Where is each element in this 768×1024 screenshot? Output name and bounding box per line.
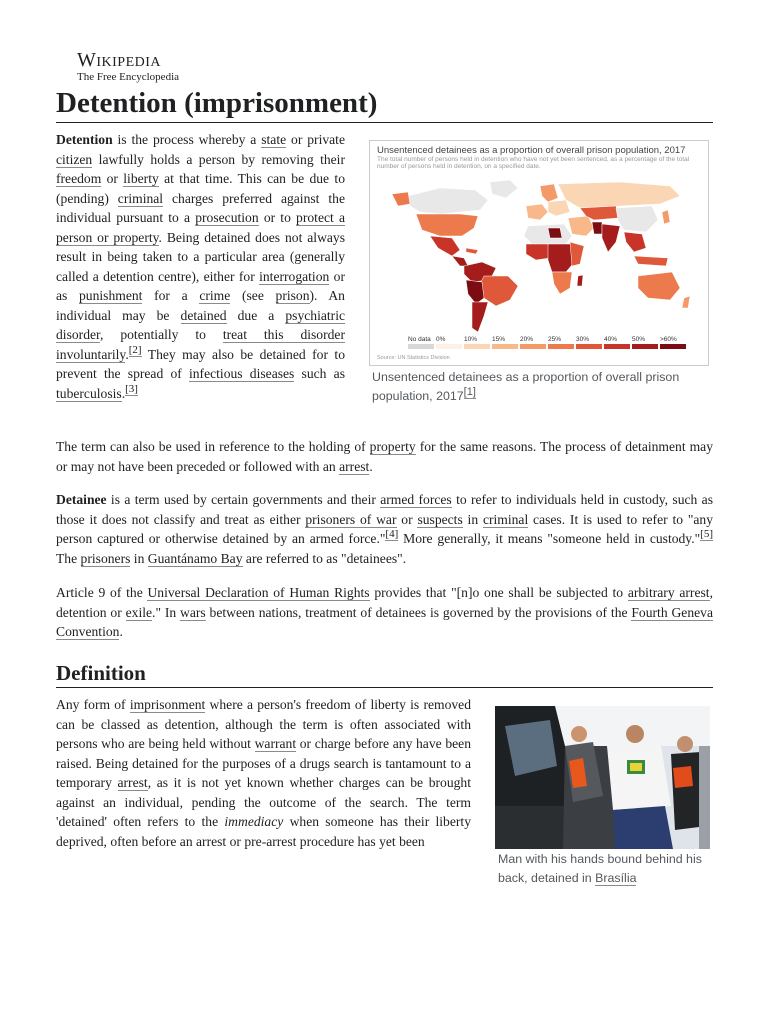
text: ." In — [152, 604, 181, 620]
region-brazil — [480, 276, 518, 306]
region-scandinavia — [540, 184, 558, 202]
text: to refer to individuals held in custody, such as those it does not classify and treat as either — [56, 492, 713, 527]
link-fourth-geneva-convention[interactable]: Fourth Geneva Convention — [56, 604, 713, 639]
text: or private — [286, 132, 345, 147]
text: , detention or — [56, 585, 713, 620]
text: cases. It is used to refer to "any person captured or otherwise detained by an armed force." — [56, 511, 713, 546]
region-east-africa — [570, 242, 584, 266]
photo-illustration — [495, 706, 710, 849]
link-citizen[interactable]: citizen — [56, 151, 93, 167]
paragraph-property — [56, 437, 713, 476]
link-property[interactable]: property — [369, 439, 416, 454]
link-prisoners-of-war[interactable]: prisoners of war — [305, 511, 397, 527]
legend-label: 20% — [520, 336, 534, 343]
link-infectious-diseases[interactable]: infectious diseases — [188, 366, 295, 381]
text: between nations, treatment of detainees is governed by the provisions of the — [205, 604, 632, 620]
text: due a — [226, 307, 286, 323]
legend-label: 10% — [464, 336, 478, 343]
region-libya — [548, 228, 562, 238]
photo-caption — [498, 850, 712, 888]
legend-swatch — [520, 344, 546, 349]
legend-label: No data — [408, 336, 431, 343]
text: or as — [56, 268, 345, 303]
region-pakistan — [592, 222, 602, 234]
link-interrogation[interactable]: interrogation — [259, 268, 330, 284]
legend-swatch — [604, 344, 630, 349]
legend-swatch — [632, 344, 658, 349]
link-punishment[interactable]: punishment — [79, 288, 143, 303]
paragraph-definition — [56, 695, 471, 851]
caption-text: Unsentenced detainees as a proportion of overall prison population, 2017 — [372, 370, 680, 403]
legend-swatch — [576, 344, 602, 349]
text: . — [125, 346, 129, 362]
page-title: Detention (imprisonment) — [56, 85, 713, 123]
map-subtitle: The total number of persons held in detention who have not yet been sentenced, as a percentage of the total number of persons held in detention, on a specified date. — [377, 156, 690, 170]
map-caption — [372, 368, 712, 406]
text: is the process whereby a — [112, 132, 262, 147]
legend-swatch — [436, 344, 462, 349]
link-state[interactable]: state — [261, 132, 287, 147]
legend-label: 30% — [576, 336, 590, 343]
link-armed-forces[interactable]: armed forces — [380, 492, 452, 507]
text: . — [121, 385, 126, 401]
text: (see — [230, 288, 276, 303]
text: in — [130, 550, 148, 566]
legend-label: 25% — [548, 336, 562, 343]
region-west-africa — [526, 244, 550, 260]
text: is a term used by certain governments and their — [106, 492, 381, 507]
legend-swatch — [408, 344, 434, 349]
region-caribbean — [466, 248, 478, 254]
link-liberty[interactable]: liberty — [123, 171, 159, 186]
text: . Being detained does not always result in being taken to a particular area (generally called a detention centre), either for — [56, 229, 346, 284]
wikipedia-logo[interactable] — [77, 50, 179, 83]
ref-4[interactable]: [4] — [385, 528, 399, 541]
link-imprisonment[interactable]: imprisonment — [129, 697, 206, 712]
text: or — [101, 171, 124, 186]
link-exile[interactable]: exile — [125, 604, 153, 620]
term-bold: Detainee — [56, 492, 107, 507]
text: Article 9 of the — [56, 585, 148, 600]
intro-paragraph — [56, 130, 345, 403]
text: in — [462, 511, 483, 527]
link-freedom[interactable]: freedom — [56, 171, 102, 186]
tagline: The Free Encyclopedia — [77, 71, 180, 83]
region-new-zealand — [682, 296, 690, 308]
region-central-america — [452, 256, 468, 266]
map-source: Source: UN Statistics Division — [377, 355, 450, 361]
text: The term can also be used in reference to the holding of — [56, 439, 370, 454]
text: . — [369, 458, 373, 474]
link-arrest[interactable]: arrest — [339, 458, 370, 474]
legend-swatch — [660, 344, 686, 349]
text: ). An individual may be — [56, 288, 345, 323]
map-figure[interactable] — [369, 140, 709, 366]
text: The — [56, 550, 81, 566]
text: provides that "[n]o one shall be subjected to — [369, 585, 628, 600]
legend-label: >60% — [660, 336, 677, 343]
text: where a person's freedom of liberty is removed can be classed as detention, although the term is often associated with persons who are being held without — [56, 697, 471, 751]
ref-2[interactable]: [2] — [128, 343, 142, 356]
legend-swatch — [492, 344, 518, 349]
region-southeast-asia — [624, 232, 646, 252]
ref-1[interactable]: [1] — [463, 385, 476, 398]
region-argentina-chile — [472, 302, 488, 332]
world-map — [380, 176, 700, 334]
region-canada — [408, 188, 488, 214]
paragraph-detainee — [56, 490, 713, 568]
region-mexico — [430, 236, 460, 256]
ref-3[interactable]: [3] — [125, 382, 138, 395]
region-india — [602, 224, 620, 252]
region-madagascar — [577, 275, 583, 286]
region-peru-bolivia — [466, 280, 484, 304]
region-western-europe — [526, 204, 548, 220]
region-eastern-europe — [548, 200, 570, 216]
link-criminal[interactable]: criminal — [117, 190, 164, 206]
legend-label: 40% — [604, 336, 618, 343]
text: charges preferred against the individual pursuant to a — [56, 190, 345, 225]
text: for the same reasons. The process of detainment may or may not have been preceded or followed with an — [56, 439, 714, 474]
wordmark: Wikipedia — [77, 49, 162, 71]
text: , potentially to — [100, 327, 223, 342]
legend-label: 0% — [436, 336, 446, 343]
link-brasilia[interactable]: Brasília — [595, 871, 637, 885]
link-protect-person-property[interactable]: protect a person or property — [56, 210, 345, 245]
ref-5[interactable]: [5] — [700, 528, 713, 541]
link-udhr[interactable]: Universal Declaration of Human Rights — [147, 585, 370, 600]
region-greenland — [490, 180, 518, 198]
region-japan — [662, 210, 670, 224]
region-north-africa — [524, 224, 572, 244]
legend-swatch — [548, 344, 574, 349]
link-crime[interactable]: crime — [199, 288, 231, 303]
link-prosecution[interactable]: prosecution — [195, 210, 259, 225]
text: or to — [258, 210, 297, 225]
text: . — [119, 624, 123, 639]
legend-swatch — [464, 344, 490, 349]
section-heading-definition: Definition — [56, 659, 713, 688]
region-usa — [416, 214, 478, 236]
caption-text: Man with his hands bound behind his back, detained in — [498, 852, 702, 885]
text: or charge before any have been raised. Being detained for the purposes of a drugs search is tantamount to a temporary — [56, 736, 471, 790]
text: More generally, it means "someone held in custody." — [398, 531, 701, 546]
link-criminal[interactable]: criminal — [482, 511, 529, 527]
text: at that time. This can be due to (pending) — [56, 171, 345, 206]
emphasis: immediacy — [224, 814, 284, 829]
link-arrest[interactable]: arrest — [117, 775, 148, 790]
region-australia — [638, 272, 680, 300]
legend-label: 50% — [632, 336, 646, 343]
region-china — [616, 206, 658, 232]
link-psychiatric-disorder[interactable]: psychiatric disorder — [56, 307, 346, 342]
link-prison[interactable]: prison — [275, 288, 310, 303]
term-bold: Detention — [56, 132, 113, 147]
text: lawfully holds a person by removing their — [92, 151, 345, 167]
link-prisoners[interactable]: prisoners — [80, 550, 131, 566]
map-title: Unsentenced detainees as a proportion of overall prison population, 2017 — [377, 145, 686, 156]
text: or — [396, 511, 418, 527]
region-southern-africa — [552, 272, 572, 294]
text: , as it is not yet known whether charges can be brought against an individual, pending the outcome of the search. The term 'detained' often refers to the — [56, 775, 471, 829]
region-alaska — [392, 192, 410, 206]
text: for a — [142, 288, 200, 303]
link-arbitrary-arrest[interactable]: arbitrary arrest — [627, 585, 710, 600]
text: Any form of — [56, 697, 130, 712]
region-indonesia — [634, 256, 668, 266]
link-warrant[interactable]: warrant — [254, 736, 297, 751]
paragraph-udhr — [56, 583, 713, 642]
text: They may also be detained for to prevent the spread of — [56, 346, 345, 381]
link-wars[interactable]: wars — [180, 604, 206, 620]
region-middle-east — [568, 216, 594, 236]
detention-photo[interactable] — [495, 706, 710, 849]
link-detained[interactable]: detained — [180, 307, 227, 323]
link-treat-disorder[interactable]: treat this disorder involuntarily — [56, 327, 345, 362]
link-tuberculosis[interactable]: tuberculosis — [56, 385, 122, 401]
region-russia — [558, 182, 680, 208]
text: when someone has their liberty deprived, often before an arrest or pre-arrest procedure has yet been — [56, 814, 471, 849]
text: are referred to as "detainees". — [242, 550, 407, 566]
link-suspects[interactable]: suspects — [417, 511, 463, 527]
link-guantanamo-bay[interactable]: Guantánamo Bay — [147, 550, 243, 566]
text: such as — [294, 366, 345, 381]
legend-label: 15% — [492, 336, 506, 343]
